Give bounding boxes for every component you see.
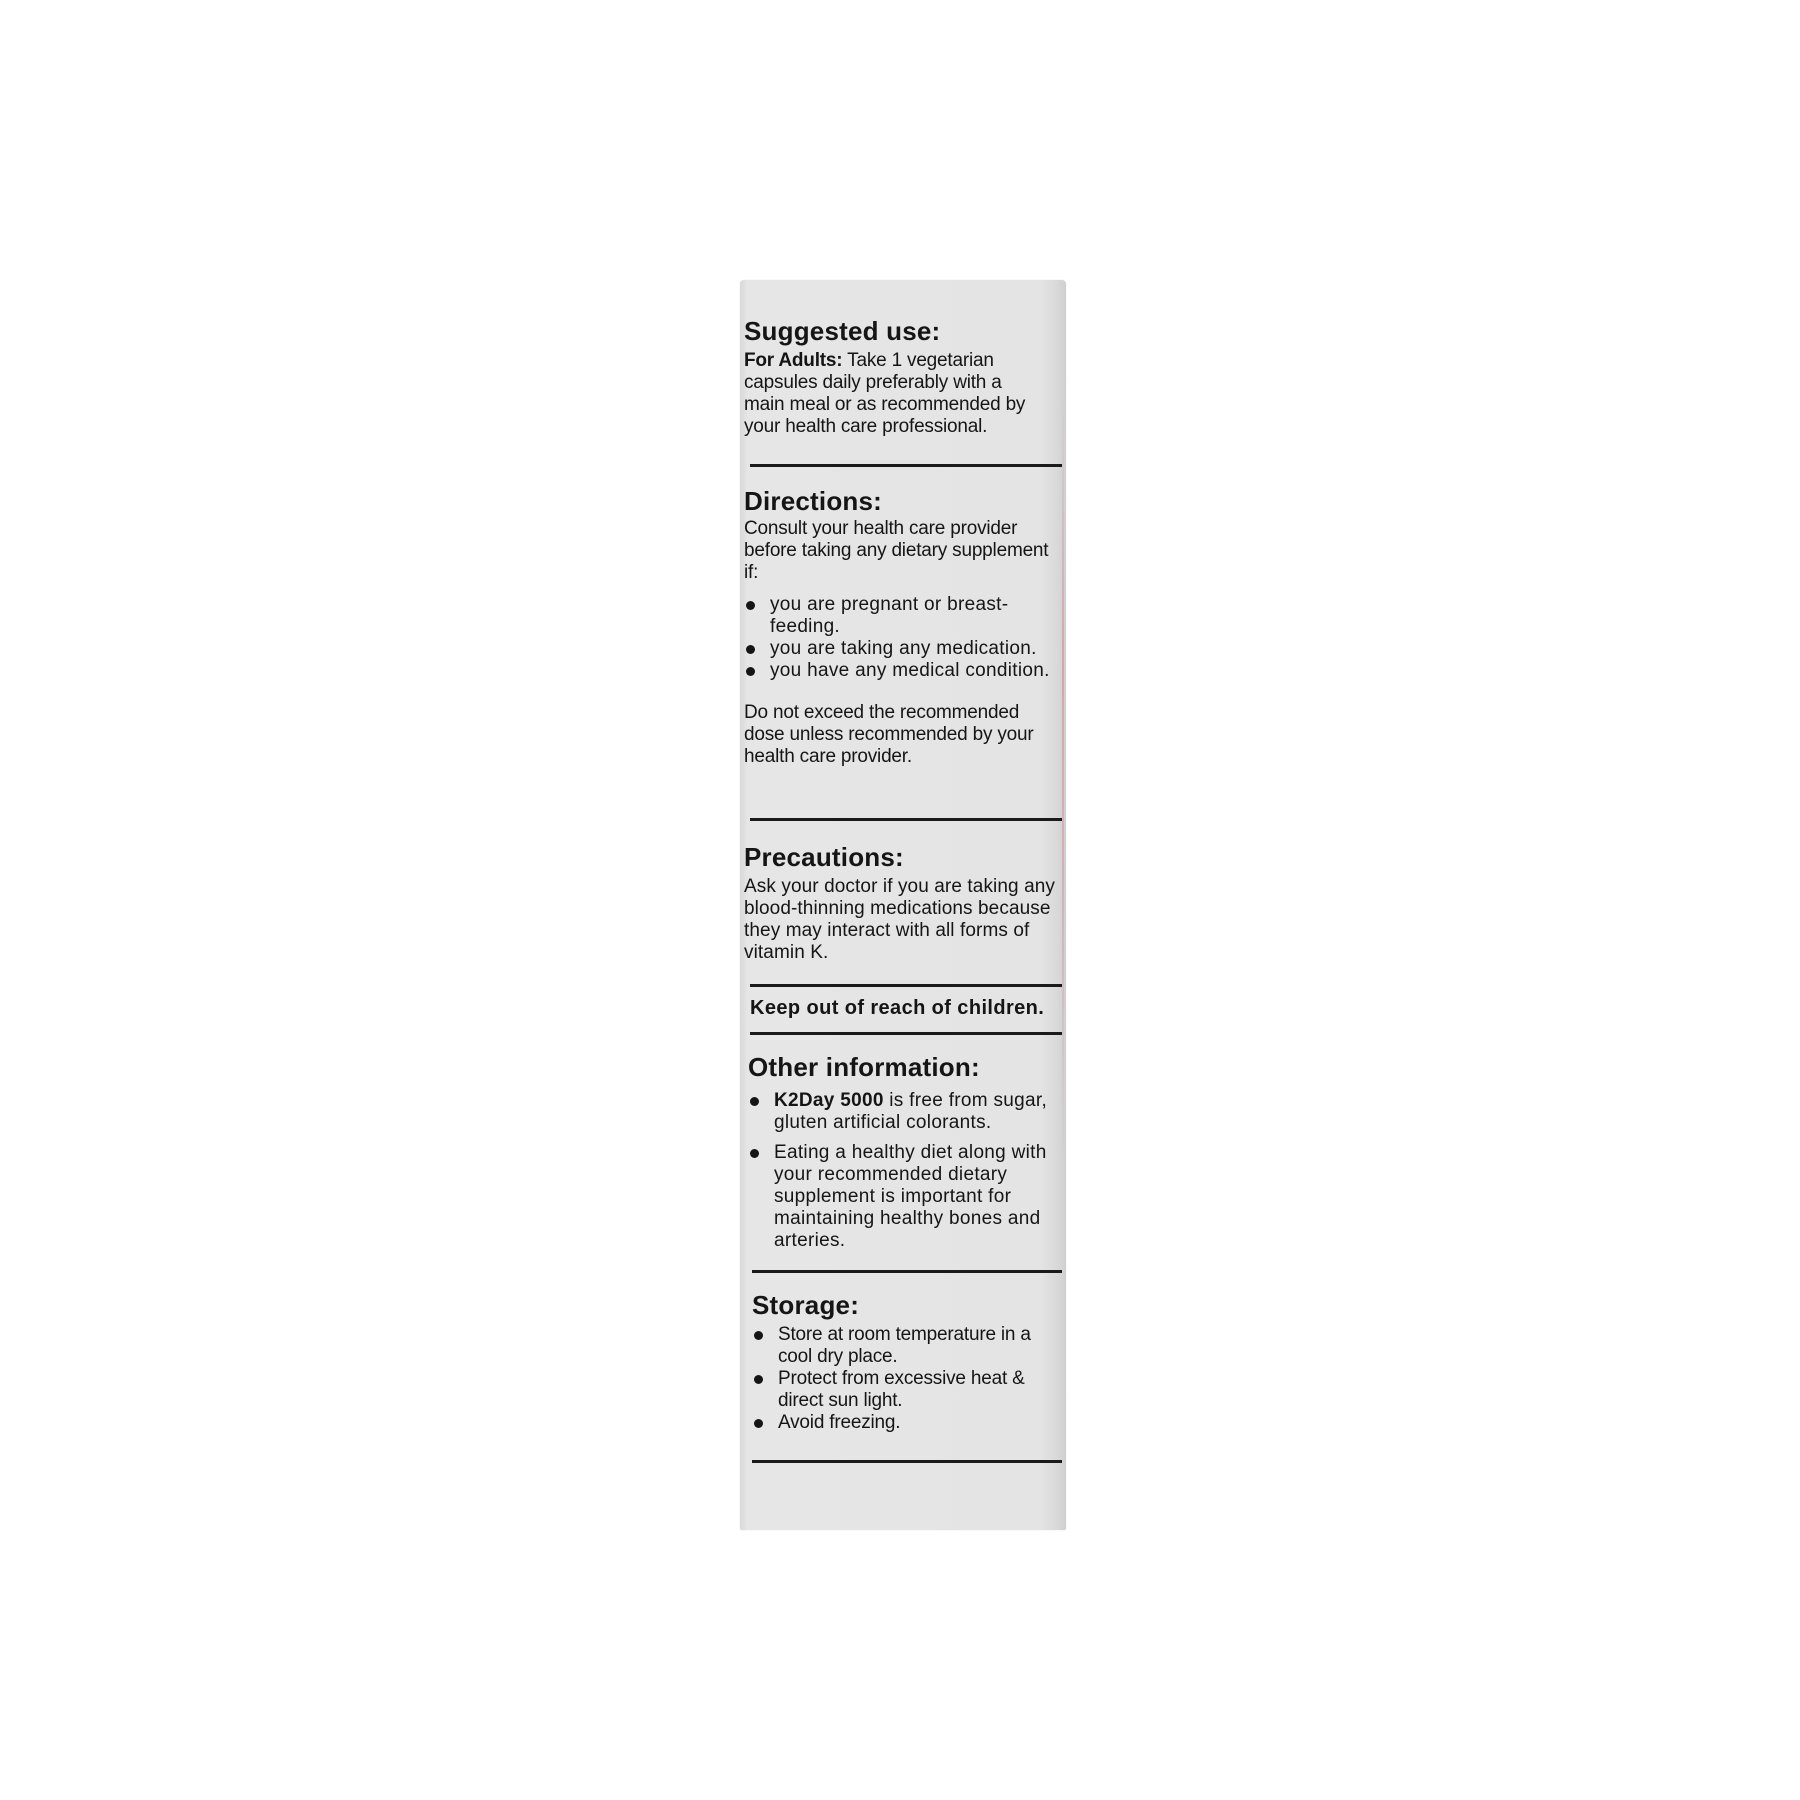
storage-bullet-list <box>752 1324 1042 1434</box>
directions-closing: Do not exceed the recommended dose unless recommended by your health care provider. <box>744 702 1034 767</box>
precautions-heading: Precautions: <box>744 842 904 872</box>
bullet-dot <box>750 1097 759 1106</box>
list-item <box>752 1412 1042 1434</box>
bullet-dot <box>746 667 755 676</box>
directions-intro: Consult your health care provider before taking any dietary supplement if: <box>744 518 1049 583</box>
directions-bullet-list <box>744 594 1060 682</box>
divider-rule <box>750 818 1062 821</box>
bullet-dot <box>754 1375 763 1384</box>
suggested-use-heading: Suggested use: <box>744 316 941 346</box>
divider-rule <box>752 1460 1062 1463</box>
list-item <box>748 1142 1062 1252</box>
directions-bullet-text: you have any medical condition. <box>770 660 1050 681</box>
bullet-dot <box>754 1419 763 1428</box>
other-information-bullet-text: is free from sugar, gluten artificial colorants. <box>774 1090 1048 1133</box>
other-information-bullet-list <box>748 1090 1062 1252</box>
bullet-dot <box>746 645 755 654</box>
other-information-heading: Other information: <box>748 1052 980 1082</box>
warning-section <box>750 996 1066 1020</box>
storage-section <box>752 1290 1068 1434</box>
children-warning: Keep out of reach of children. <box>750 997 1045 1019</box>
directions-bullet-text: you are pregnant or breast-feeding. <box>770 594 1009 637</box>
divider-rule <box>750 1032 1062 1035</box>
divider-rule <box>752 1270 1062 1273</box>
suggested-use-text <box>744 350 1044 438</box>
package-side-panel <box>740 280 1066 1530</box>
storage-heading: Storage: <box>752 1290 860 1320</box>
list-item <box>744 660 1060 682</box>
brand-name: K2Day 5000 <box>774 1090 884 1111</box>
other-information-bullet-text: Eating a healthy diet along with your recommended dietary supplement is important for maintaining healthy bones and arteries. <box>774 1142 1047 1251</box>
storage-bullet-text: Store at room temperature in a cool dry place. <box>778 1324 1031 1367</box>
list-item <box>744 638 1060 660</box>
list-item <box>752 1324 1042 1368</box>
bullet-dot <box>750 1149 759 1158</box>
storage-bullet-text: Protect from excessive heat & direct sun light. <box>778 1368 1025 1411</box>
precautions-text: Ask your doctor if you are taking any blood-thinning medications because they may interact with all forms of vitamin K. <box>744 876 1056 963</box>
suggested-use-section <box>744 316 1060 438</box>
storage-bullet-text: Avoid freezing. <box>778 1412 901 1433</box>
list-item <box>744 594 1060 638</box>
precautions-section <box>744 842 1060 964</box>
bullet-dot <box>746 601 755 610</box>
divider-rule <box>750 464 1062 467</box>
bullet-dot <box>754 1331 763 1340</box>
list-item <box>748 1090 1062 1134</box>
divider-rule <box>750 984 1062 987</box>
directions-bullet-text: you are taking any medication. <box>770 638 1037 659</box>
suggested-use-lead: For Adults: <box>744 350 843 371</box>
directions-heading: Directions: <box>744 486 883 516</box>
list-item <box>752 1368 1042 1412</box>
directions-section <box>744 486 1060 768</box>
suggested-use-body: Take 1 vegetarian capsules daily preferably with a main meal or as recommended by your health care professional. <box>744 350 1026 437</box>
other-information-section <box>748 1052 1064 1252</box>
